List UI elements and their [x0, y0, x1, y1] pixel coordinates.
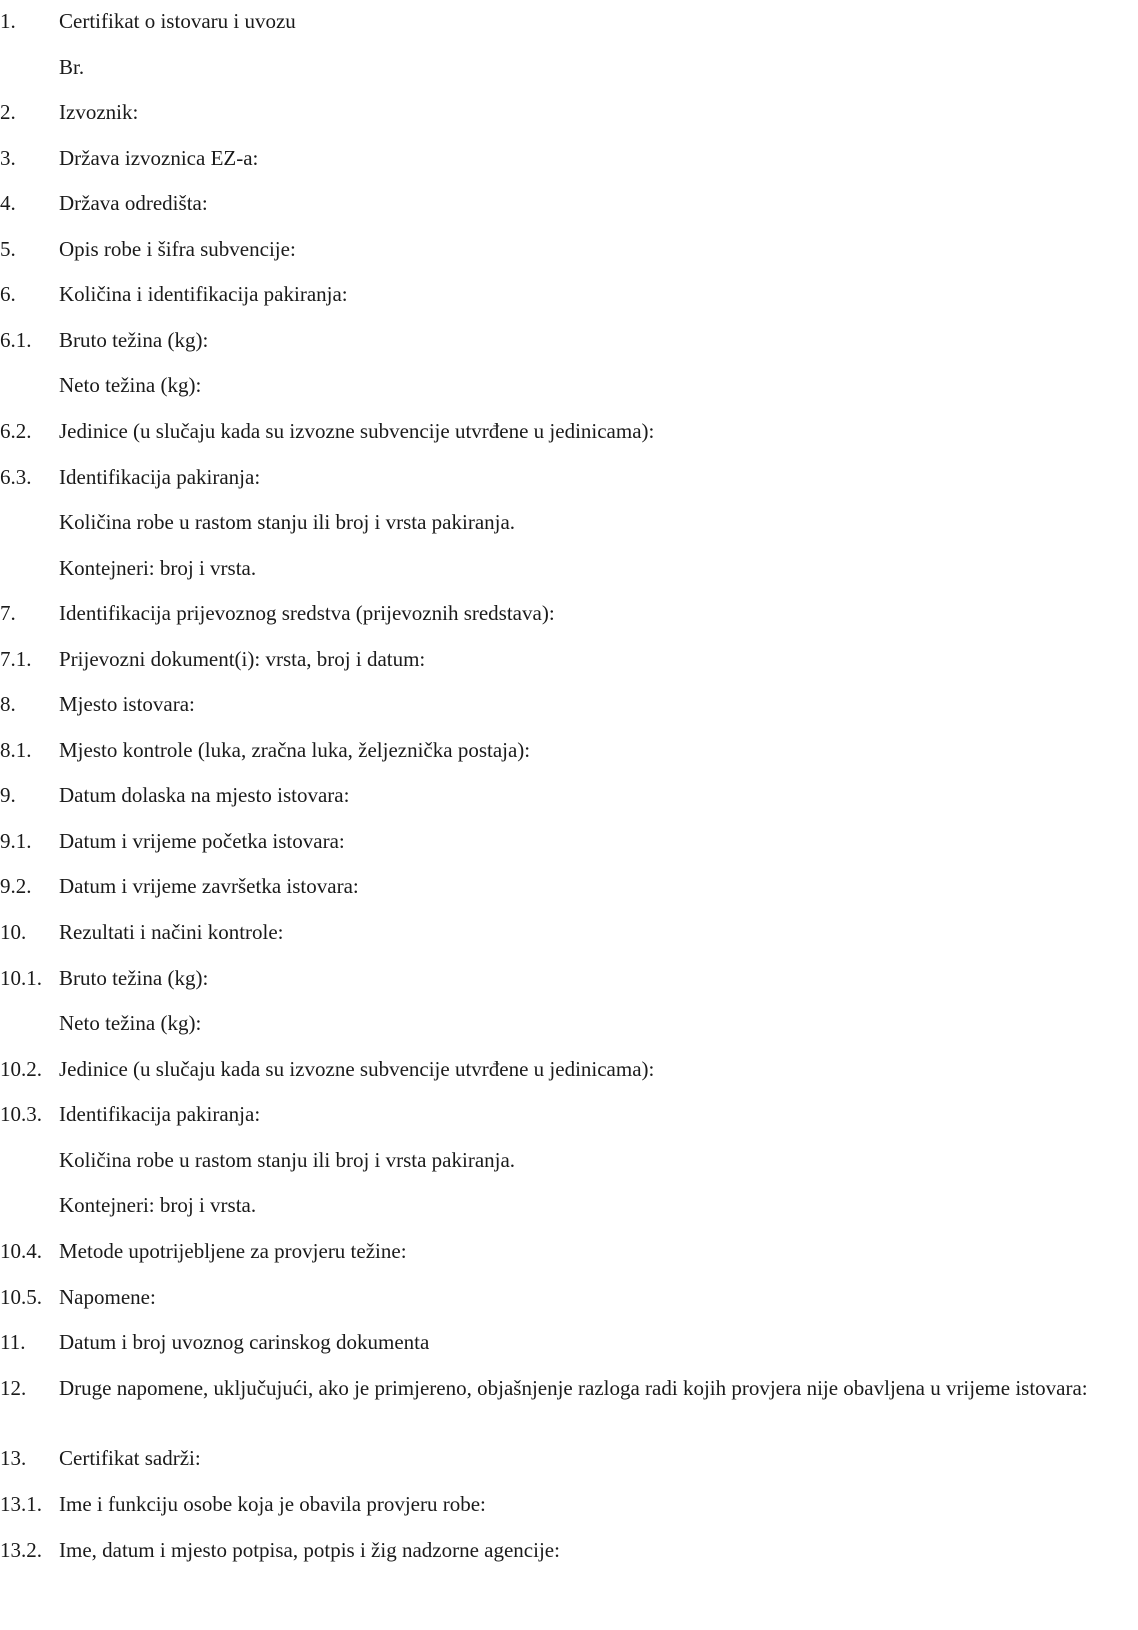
- item-text: Kontejneri: broj i vrsta.: [59, 556, 257, 580]
- item-number: 10.: [0, 920, 27, 944]
- item-text: Država izvoznica EZ-a:: [59, 146, 259, 170]
- item-text: Napomene:: [59, 1285, 156, 1309]
- item-text: Metode upotrijebljene za provjeru težine:: [59, 1239, 407, 1263]
- item-number: 10.4.: [0, 1239, 42, 1263]
- item-number: 11.: [0, 1330, 26, 1354]
- item-text: Kontejneri: broj i vrsta.: [59, 1193, 257, 1217]
- item-text: Datum i vrijeme početka istovara:: [59, 829, 345, 853]
- item-number: 7.1.: [0, 647, 32, 671]
- item-number: 12.: [0, 1376, 27, 1400]
- item-number: 4.: [0, 191, 16, 215]
- item-text: Mjesto kontrole (luka, zračna luka, željeznička postaja):: [59, 738, 531, 762]
- item-number: 8.1.: [0, 738, 32, 762]
- item-number: 1.: [0, 9, 16, 33]
- item-number: 6.3.: [0, 465, 32, 489]
- item-number: 8.: [0, 692, 16, 716]
- item-number: 5.: [0, 237, 16, 261]
- item-text: Ime i funkciju osobe koja je obavila provjeru robe:: [59, 1492, 486, 1516]
- item-text: Druge napomene, uključujući, ako je primjereno, objašnjenje razloga radi kojih provjera nije obavljena u vrijeme istovara:: [59, 1376, 1088, 1400]
- item-text: Neto težina (kg):: [59, 373, 202, 397]
- item-text: Neto težina (kg):: [59, 1011, 202, 1035]
- item-text: Količina i identifikacija pakiranja:: [59, 282, 348, 306]
- item-number: 13.2.: [0, 1538, 42, 1562]
- item-text: Prijevozni dokument(i): vrsta, broj i datum:: [59, 647, 426, 671]
- item-text: Datum i broj uvoznog carinskog dokumenta: [59, 1330, 430, 1354]
- item-number: 10.1.: [0, 966, 42, 990]
- item-number: 9.1.: [0, 829, 32, 853]
- item-text: Opis robe i šifra subvencije:: [59, 237, 296, 261]
- item-text: Datum i vrijeme završetka istovara:: [59, 874, 359, 898]
- item-number: 9.2.: [0, 874, 32, 898]
- item-text: Certifikat o istovaru i uvozu: [59, 9, 296, 33]
- item-text: Bruto težina (kg):: [59, 966, 209, 990]
- item-text: Država odredišta:: [59, 191, 208, 215]
- item-number: 13.1.: [0, 1492, 42, 1516]
- item-text: Identifikacija pakiranja:: [59, 465, 261, 489]
- item-number: 10.2.: [0, 1057, 42, 1081]
- item-number: 6.: [0, 282, 16, 306]
- item-number: 10.3.: [0, 1102, 42, 1126]
- item-number: 6.1.: [0, 328, 32, 352]
- item-number: 13.: [0, 1446, 27, 1470]
- item-text: Identifikacija pakiranja:: [59, 1102, 261, 1126]
- item-text: Količina robe u rastom stanju ili broj i vrsta pakiranja.: [59, 510, 516, 534]
- item-text: Jedinice (u slučaju kada su izvozne subvencije utvrđene u jedinicama):: [59, 419, 655, 443]
- item-text: Identifikacija prijevoznog sredstva (prijevoznih sredstava):: [59, 601, 555, 625]
- item-number: 7.: [0, 601, 16, 625]
- item-number: 10.5.: [0, 1285, 42, 1309]
- item-number: 2.: [0, 100, 16, 124]
- item-text: Jedinice (u slučaju kada su izvozne subvencije utvrđene u jedinicama):: [59, 1057, 655, 1081]
- item-text: Izvoznik:: [59, 100, 139, 124]
- item-number: 9.: [0, 783, 16, 807]
- item-text: Br.: [59, 55, 85, 79]
- item-text: Mjesto istovara:: [59, 692, 195, 716]
- item-text: Datum dolaska na mjesto istovara:: [59, 783, 350, 807]
- item-text: Certifikat sadrži:: [59, 1446, 201, 1470]
- item-text: Ime, datum i mjesto potpisa, potpis i žig nadzorne agencije:: [59, 1538, 560, 1562]
- item-text: Količina robe u rastom stanju ili broj i vrsta pakiranja.: [59, 1148, 516, 1172]
- item-text: Bruto težina (kg):: [59, 328, 209, 352]
- item-text: Rezultati i načini kontrole:: [59, 920, 284, 944]
- item-number: 6.2.: [0, 419, 32, 443]
- item-number: 3.: [0, 146, 16, 170]
